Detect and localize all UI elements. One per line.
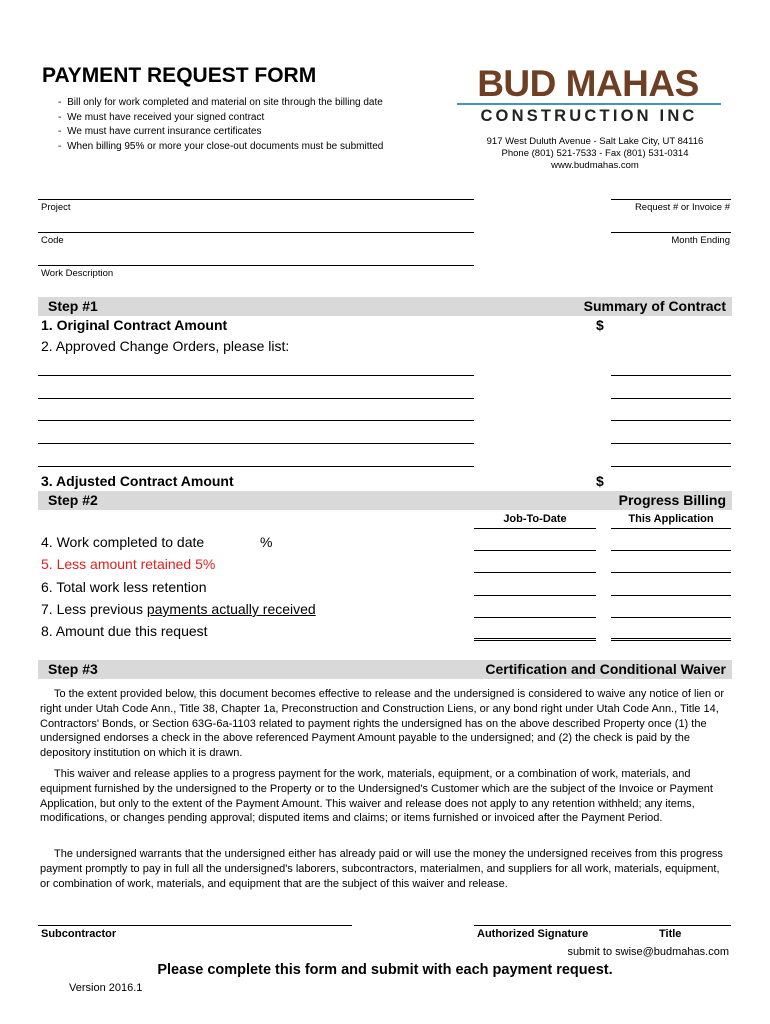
job-to-date-header: Job-To-Date [503, 513, 567, 525]
instruction-list [58, 96, 383, 154]
instruction-item: - We must have current insurance certificates [58, 125, 383, 140]
instruction-item: - We must have received your signed contract [58, 111, 383, 126]
change-order-line[interactable] [38, 443, 474, 444]
percent-sign: % [260, 534, 273, 550]
version-label: Version 2016.1 [69, 982, 143, 994]
instruction-item: - Bill only for work completed and material on site through the billing date [58, 96, 383, 111]
less-previous-link: payments actually received [146, 601, 316, 617]
month-ending-label: Month Ending [671, 235, 730, 246]
change-order-amount[interactable] [611, 443, 731, 444]
change-order-line[interactable] [38, 398, 474, 399]
subcontractor-signature-line[interactable] [38, 925, 352, 926]
total-less-retention-app[interactable] [611, 595, 731, 596]
company-logo-subtitle: CONSTRUCTION INC [480, 107, 698, 125]
amount-due-app[interactable] [611, 638, 731, 641]
change-order-amount[interactable] [611, 398, 731, 399]
authorized-signature-line[interactable] [474, 925, 731, 926]
less-previous-app[interactable] [611, 617, 731, 618]
authorized-signature-label: Authorized Signature [477, 928, 589, 940]
original-contract-label: 1. Original Contract Amount [41, 317, 228, 333]
step1-heading: Summary of Contract [583, 298, 726, 314]
less-previous-label [41, 601, 316, 617]
step3-heading: Certification and Conditional Waiver [485, 661, 726, 677]
less-previous-jtd[interactable] [474, 617, 596, 618]
change-order-line[interactable] [38, 375, 474, 376]
total-less-retention-jtd[interactable] [474, 595, 596, 596]
less-retained-label: 5. Less amount retained 5% [41, 556, 216, 572]
change-orders-label: 2. Approved Change Orders, please list: [41, 338, 290, 354]
submit-email: submit to swise@budmahas.com [567, 946, 729, 958]
change-order-amount[interactable] [611, 420, 731, 421]
work-completed-jtd[interactable] [474, 550, 596, 551]
company-phone-fax: Phone (801) 521-7533 - Fax (801) 531-0314 [501, 148, 689, 159]
work-completed-app[interactable] [611, 550, 731, 551]
change-order-line[interactable] [38, 420, 474, 421]
less-retained-app[interactable] [611, 572, 731, 573]
change-order-line[interactable] [38, 466, 474, 467]
this-application-header: This Application [628, 513, 714, 525]
request-invoice-field[interactable] [611, 199, 731, 200]
column-divider [474, 528, 596, 529]
request-invoice-label: Request # or Invoice # [634, 202, 730, 213]
step3-label: Step #3 [48, 661, 98, 677]
subcontractor-label: Subcontractor [41, 928, 117, 940]
total-less-retention-label: 6. Total work less retention [41, 579, 207, 595]
footer-message: Please complete this form and submit with each payment request. [157, 962, 613, 978]
company-website: www.budmahas.com [551, 160, 639, 171]
column-divider [611, 528, 731, 529]
step2-heading: Progress Billing [618, 492, 726, 508]
less-retained-jtd[interactable] [474, 572, 596, 573]
logo-divider [457, 103, 721, 105]
code-label: Code [41, 235, 64, 246]
form-title: PAYMENT REQUEST FORM [42, 64, 317, 87]
change-order-amount[interactable] [611, 466, 731, 467]
change-order-amount[interactable] [611, 375, 731, 376]
step1-label: Step #1 [48, 298, 98, 314]
title-label: Title [659, 928, 682, 940]
amount-due-jtd[interactable] [474, 638, 596, 641]
waiver-paragraph: The undersigned warrants that the undersigned either has already paid or will use the money the undersigned receives from this progress payment promptly to pay in full all the undersigned's laborers, subcontractors, materialmen, and suppliers for all work, materials, equipment, or combination of work, materials, and equipment that are the subject of this waiver and release. [40, 848, 723, 890]
company-address-block [460, 136, 730, 172]
project-label: Project [41, 202, 71, 213]
waiver-paragraph: This waiver and release applies to a progress payment for the work, materials, equipment, or a combination of work, materials, and equipment furnished by the undersigned to the Property or to the Undersigned's Customer which are the subject of the Invoice or Payment Application, but only to the extent of the Payment Amount. This waiver and release does not apply to any retention withheld; any items, modifications, or changes pending approval; disputed items and claims; or items furnished or invoiced after the Payment Period. [40, 768, 713, 825]
project-field[interactable] [38, 199, 474, 200]
less-previous-prefix: 7. Less previous [41, 601, 147, 617]
month-ending-field[interactable] [611, 232, 731, 233]
work-description-label: Work Description [41, 268, 114, 279]
step1-header-bar [38, 297, 732, 316]
work-completed-label: 4. Work completed to date [41, 534, 205, 550]
amount-due-label: 8. Amount due this request [41, 623, 208, 639]
waiver-paragraph: To the extent provided below, this document becomes effective to release and the undersigned is considered to waive any notice of lien or right under Utah Code Ann., Title 38, Chapter 1a, Preconstruction and Construction Liens, or any bond right under Utah Code Ann., Title 14, Contractors' Bonds, or Section 63G-6a-1103 related to payment rights the undersigned has on the above described Property once (1) the undersigned endorses a check in the above referenced Payment Amount payable to the undersigned; and (2) the check is paid by the depository institution on which it is drawn. [40, 688, 724, 760]
adjusted-contract-label: 3. Adjusted Contract Amount [41, 473, 234, 489]
work-description-field[interactable] [38, 265, 474, 266]
step2-label: Step #2 [48, 492, 98, 508]
step2-header-bar [38, 491, 732, 510]
original-contract-dollar: $ [596, 317, 604, 333]
company-logo-name: BUD MAHAS [477, 63, 699, 104]
company-address: 917 West Duluth Avenue - Salt Lake City, UT 84116 [486, 136, 704, 147]
step3-header-bar [38, 660, 732, 679]
code-field[interactable] [38, 232, 474, 233]
instruction-item: - When billing 95% or more your close-out documents must be submitted [58, 140, 383, 155]
adjusted-contract-dollar: $ [596, 473, 604, 489]
